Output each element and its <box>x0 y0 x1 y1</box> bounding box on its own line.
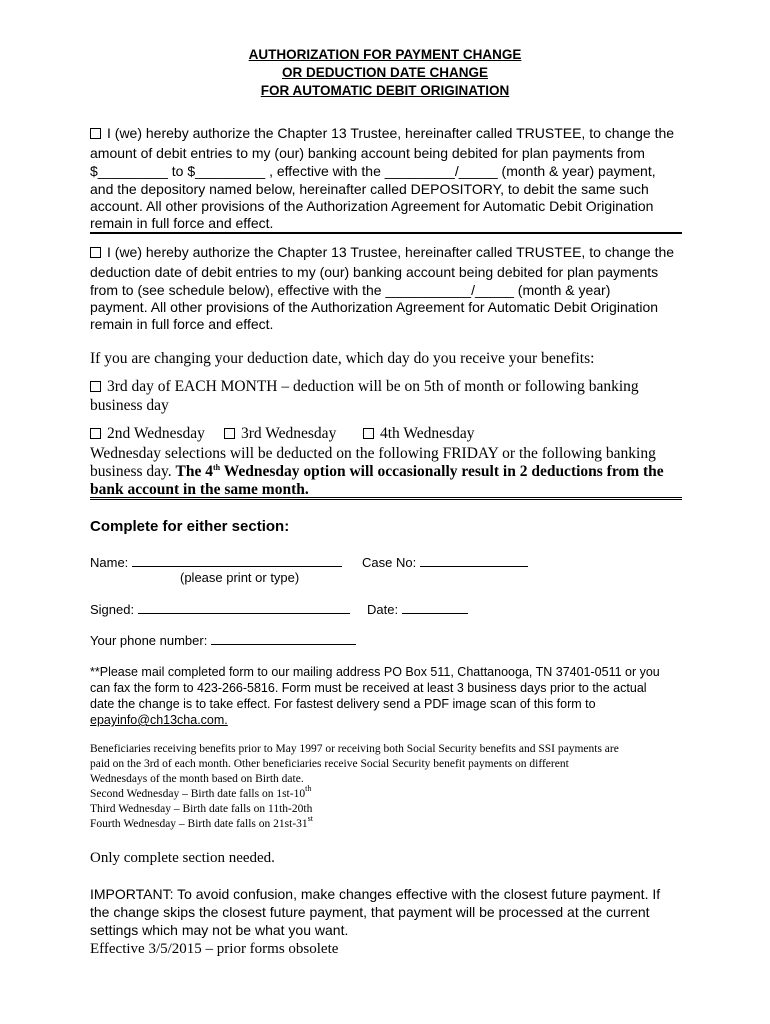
case-label: Case No: <box>362 555 420 570</box>
option-4th-wednesday <box>363 425 474 443</box>
important-line-3: settings which may not be what you want. <box>90 922 349 938</box>
form-title-line-1: AUTHORIZATION FOR PAYMENT CHANGE <box>248 47 522 62</box>
important-line-1: IMPORTANT: To avoid confusion, make changes effective with the closest future payment. If <box>90 886 661 902</box>
email-link[interactable]: epayinfo@ch13cha.com. <box>90 713 228 727</box>
schedule-line-3: Wednesdays of the month based on Birth date. <box>90 773 304 785</box>
important-line-2: the change skips the closest future payment, that payment will be processed at the current <box>90 904 650 920</box>
schedule-fourth-sup: st <box>307 814 313 823</box>
mail-line-2: can fax the form to 423-266-5816. Form must be received at least 3 business days prior to the actual <box>90 681 647 695</box>
case-number-field[interactable] <box>420 554 528 567</box>
option-4th-wednesday-checkbox[interactable] <box>363 428 374 439</box>
section2-line-2: deduction date of debit entries to my (our) banking account being debited for plan payments <box>90 264 659 280</box>
section1-line-4: and the depository named below, hereinafter called DEPOSITORY, to debit the same such <box>90 181 649 197</box>
section2-line-5: remain in full force and effect. <box>90 316 274 332</box>
mail-line-3: date the change is to take effect. For fastest delivery send a PDF image scan of this form to <box>90 697 596 711</box>
option-2nd-wednesday-label: 2nd Wednesday <box>107 425 205 442</box>
print-hint: (please print or type) <box>180 570 300 585</box>
phone-row <box>90 632 356 648</box>
case-row <box>362 554 528 570</box>
section1-checkbox[interactable] <box>90 128 101 139</box>
schedule-line-2: paid on the 3rd of each month. Other beneficiaries receive Social Security benefit payments on different <box>90 758 569 770</box>
section2-line-3: from to (see schedule below), effective with the ___________/_____ (month & year) <box>90 282 611 298</box>
mail-line-1: **Please mail completed form to our mailing address PO Box 511, Chattanooga, TN 37401-0511 or you <box>90 665 660 679</box>
date-row <box>367 601 468 617</box>
wednesday-note-line-2 <box>90 463 664 481</box>
name-field[interactable] <box>132 554 342 567</box>
option-2nd-wednesday <box>90 425 205 443</box>
only-complete-note: Only complete section needed. <box>90 850 275 866</box>
schedule-second-text: Second Wednesday – Birth date falls on 1st-10 <box>90 788 306 800</box>
section1-line-2: amount of debit entries to my (our) banking account being debited for plan payments from <box>90 145 645 161</box>
signature-field[interactable] <box>138 601 350 614</box>
section1-line-5: account. All other provisions of the Authorization Agreement for Automatic Debit Origination <box>90 198 654 214</box>
option-3rd-wednesday-label: 3rd Wednesday <box>241 425 337 442</box>
schedule-line-1: Beneficiaries receiving benefits prior to May 1997 or receiving both Social Security benefits and SSI payments are <box>90 743 619 755</box>
date-field[interactable] <box>402 601 468 614</box>
phone-field[interactable] <box>211 632 356 645</box>
section-divider-2 <box>90 497 682 500</box>
section1-paragraph <box>90 125 674 141</box>
wednesday-note-sup: th <box>213 463 221 472</box>
signed-row <box>90 601 350 617</box>
complete-heading: Complete for either section: <box>90 518 290 535</box>
schedule-second-sup: th <box>305 784 312 793</box>
schedule-second-wednesday <box>90 784 312 800</box>
option-3rd-wednesday <box>224 425 336 443</box>
option-3rd-wednesday-checkbox[interactable] <box>224 428 235 439</box>
form-title-line-3: FOR AUTOMATIC DEBIT ORIGINATION <box>260 83 510 98</box>
date-label: Date: <box>367 602 402 617</box>
section2-line-4: payment. All other provisions of the Authorization Agreement for Automatic Debit Origination <box>90 299 659 315</box>
wednesday-note-plain: business day. <box>90 463 176 480</box>
section2-checkbox[interactable] <box>90 247 101 258</box>
benefits-question: If you are changing your deduction date, which day do you receive your benefits: <box>90 350 595 367</box>
wednesday-note-bold-a: The 4 <box>175 463 213 480</box>
section1-line-6: remain in full force and effect. <box>90 215 274 231</box>
wednesday-note-bold-b: Wednesday option will occasionally result in 2 deductions from the <box>220 463 664 480</box>
section-divider-1 <box>90 232 682 234</box>
wednesday-note-line-1: Wednesday selections will be deducted on the following FRIDAY or the following banking <box>90 445 656 462</box>
schedule-fourth-wednesday <box>90 814 313 830</box>
option-3rd-day-label-cont: business day <box>90 397 169 414</box>
name-label: Name: <box>90 555 132 570</box>
option-3rd-day-checkbox[interactable] <box>90 381 101 392</box>
option-3rd-day <box>90 378 639 396</box>
effective-date-note: Effective 3/5/2015 – prior forms obsolete <box>90 941 339 957</box>
section2-line-1: I (we) hereby authorize the Chapter 13 Trustee, hereinafter called TRUSTEE, to change the <box>107 244 675 260</box>
name-row <box>90 554 342 570</box>
phone-label: Your phone number: <box>90 633 211 648</box>
schedule-third-wednesday: Third Wednesday – Birth date falls on 11th-20th <box>90 803 313 815</box>
option-4th-wednesday-label: 4th Wednesday <box>380 425 475 442</box>
option-2nd-wednesday-checkbox[interactable] <box>90 428 101 439</box>
form-title-line-2: OR DEDUCTION DATE CHANGE <box>281 65 488 80</box>
wednesday-note-line-3: bank account in the same month. <box>90 481 309 498</box>
section1-line-1: I (we) hereby authorize the Chapter 13 Trustee, hereinafter called TRUSTEE, to change the <box>107 125 675 141</box>
signed-label: Signed: <box>90 602 138 617</box>
schedule-fourth-text: Fourth Wednesday – Birth date falls on 21st-31 <box>90 818 308 830</box>
option-3rd-day-label: 3rd day of EACH MONTH – deduction will be on 5th of month or following banking <box>107 378 639 395</box>
section1-line-3: $_________ to $_________ , effective with the _________/_____ (month & year) payment, <box>90 163 656 179</box>
section2-paragraph <box>90 244 674 260</box>
